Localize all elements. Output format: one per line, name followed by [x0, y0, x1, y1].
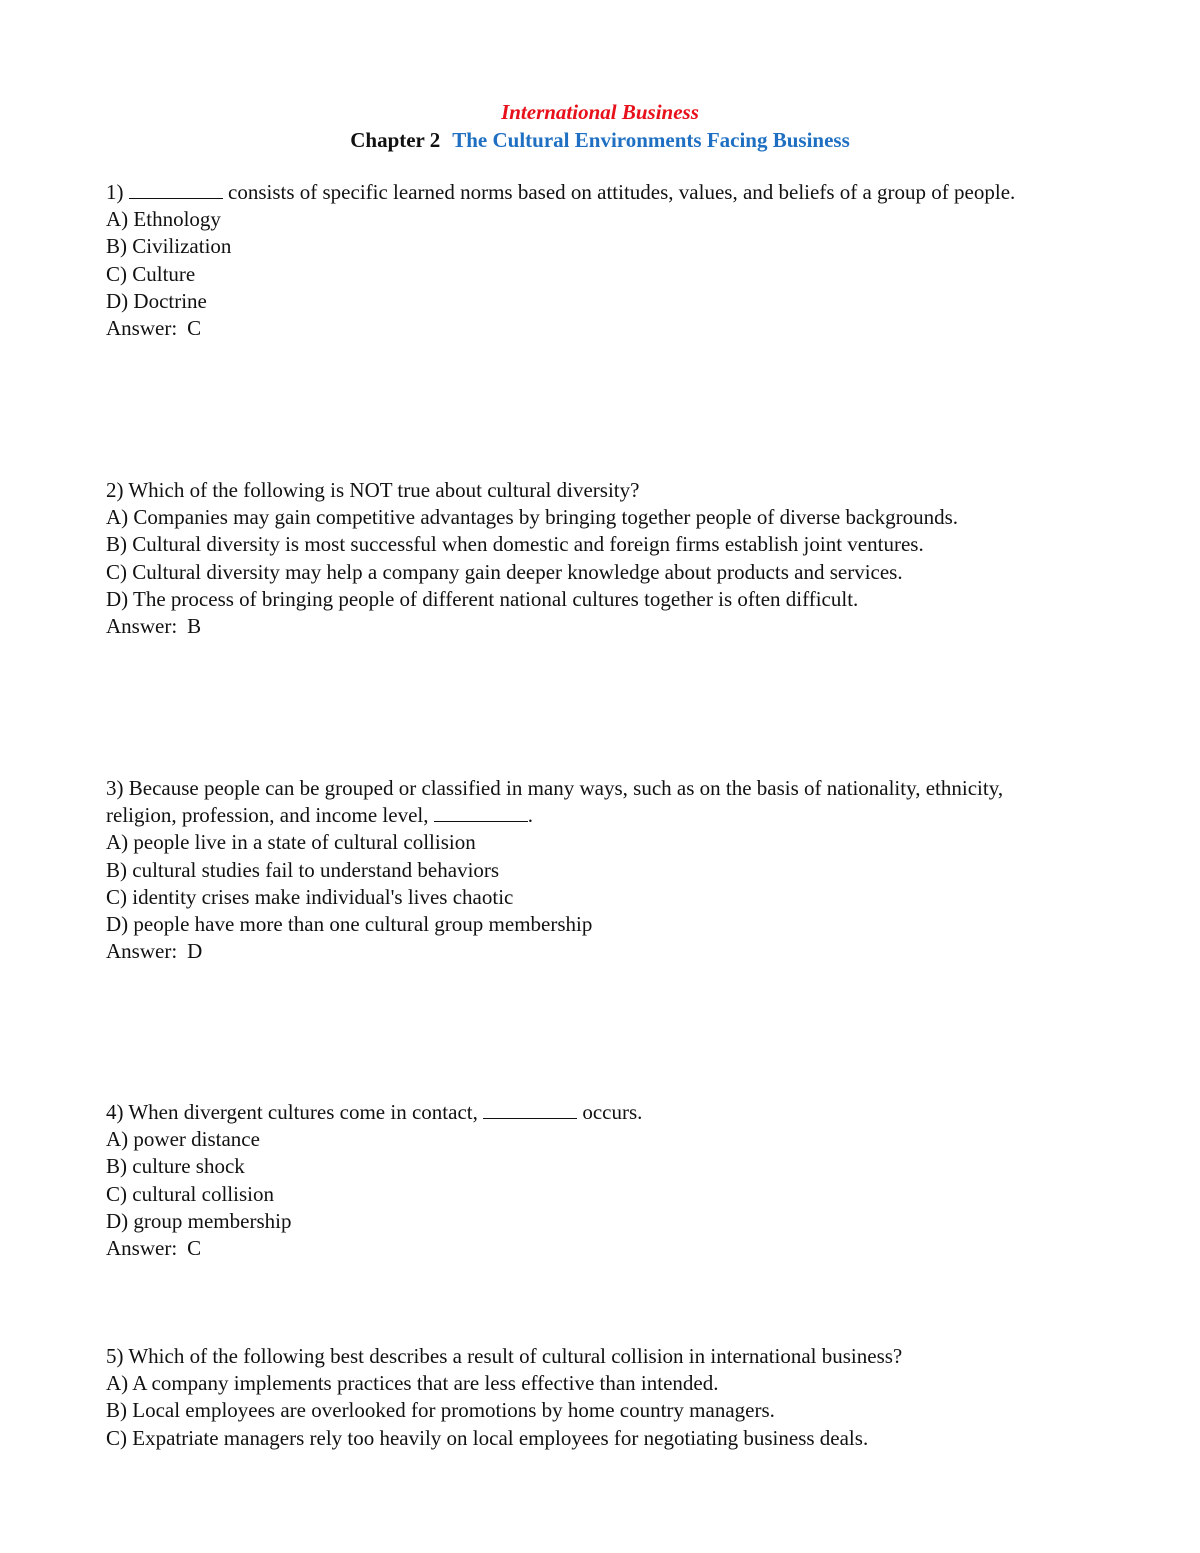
answer-value: D	[187, 939, 203, 964]
answer-option: D) Doctrine	[106, 288, 207, 313]
document-title: International Business	[501, 100, 699, 124]
answer-value: C	[187, 316, 202, 341]
answer-key	[106, 613, 1066, 640]
answer-option: C) Culture	[106, 261, 196, 286]
answer-option: D) The process of bringing people of different national cultures together is often difficult.	[106, 586, 859, 611]
question-1	[106, 179, 1066, 342]
answer-value: B	[187, 614, 202, 639]
question-stem	[106, 1099, 1066, 1126]
question-stem	[106, 775, 1066, 829]
answer-option: B) Cultural diversity is most successful when domestic and foreign firms establish joint ventures.	[106, 532, 924, 557]
question-stem: 5) Which of the following best describes a result of cultural collision in international business?	[106, 1344, 903, 1368]
answer-option: C) Expatriate managers rely too heavily on local employees for negotiating business deals.	[106, 1425, 869, 1450]
answer-option: C) identity crises make individual's lives chaotic	[106, 884, 514, 909]
stem-text: occurs.	[577, 1100, 643, 1124]
fill-in-blank	[483, 1100, 577, 1119]
answer-key	[106, 938, 1066, 965]
answer-option: D) people have more than one cultural group membership	[106, 912, 593, 937]
question-4	[106, 1099, 1066, 1262]
answer-value: C	[187, 1236, 202, 1261]
stem-text: 3) Because people can be grouped or classified in many ways, such as on the basis of nationality, ethnicity, religion, profession, and income level,	[106, 776, 1004, 828]
question-5	[106, 1343, 1066, 1452]
answer-key	[106, 1235, 1066, 1262]
fill-in-blank	[434, 803, 528, 822]
answer-option: A) power distance	[106, 1127, 260, 1152]
fill-in-blank	[129, 180, 223, 199]
answer-option: C) cultural collision	[106, 1181, 274, 1206]
answer-key	[106, 315, 1066, 342]
question-3	[106, 775, 1066, 965]
stem-text: 4) When divergent cultures come in contact,	[106, 1100, 484, 1124]
chapter-label: Chapter 2	[350, 128, 441, 152]
answer-option: B) Local employees are overlooked for promotions by home country managers.	[106, 1398, 775, 1423]
answer-label: Answer:	[106, 316, 178, 341]
stem-text: consists of specific learned norms based on attitudes, values, and beliefs of a group of people.	[222, 180, 1016, 204]
chapter-heading	[0, 126, 1200, 154]
answer-option: A) Ethnology	[106, 207, 221, 232]
answer-option: B) culture shock	[106, 1154, 245, 1179]
answer-option: C) Cultural diversity may help a company gain deeper knowledge about products and services.	[106, 559, 903, 584]
answer-option: A) people live in a state of cultural collision	[106, 830, 476, 855]
stem-text: 1)	[106, 180, 129, 204]
answer-label: Answer:	[106, 1236, 178, 1261]
answer-label: Answer:	[106, 614, 178, 639]
question-2	[106, 477, 1066, 640]
answer-label: Answer:	[106, 939, 178, 964]
answer-option: D) group membership	[106, 1208, 292, 1233]
question-stem: 2) Which of the following is NOT true about cultural diversity?	[106, 478, 640, 502]
chapter-title: The Cultural Environments Facing Business	[452, 128, 850, 152]
question-stem	[106, 179, 1066, 206]
answer-option: A) Companies may gain competitive advantages by bringing together people of diverse backgrounds.	[106, 505, 959, 530]
answer-option: B) Civilization	[106, 234, 232, 259]
stem-text: .	[527, 803, 533, 828]
answer-option: B) cultural studies fail to understand behaviors	[106, 857, 500, 882]
answer-option: A) A company implements practices that are less effective than intended.	[106, 1371, 719, 1396]
